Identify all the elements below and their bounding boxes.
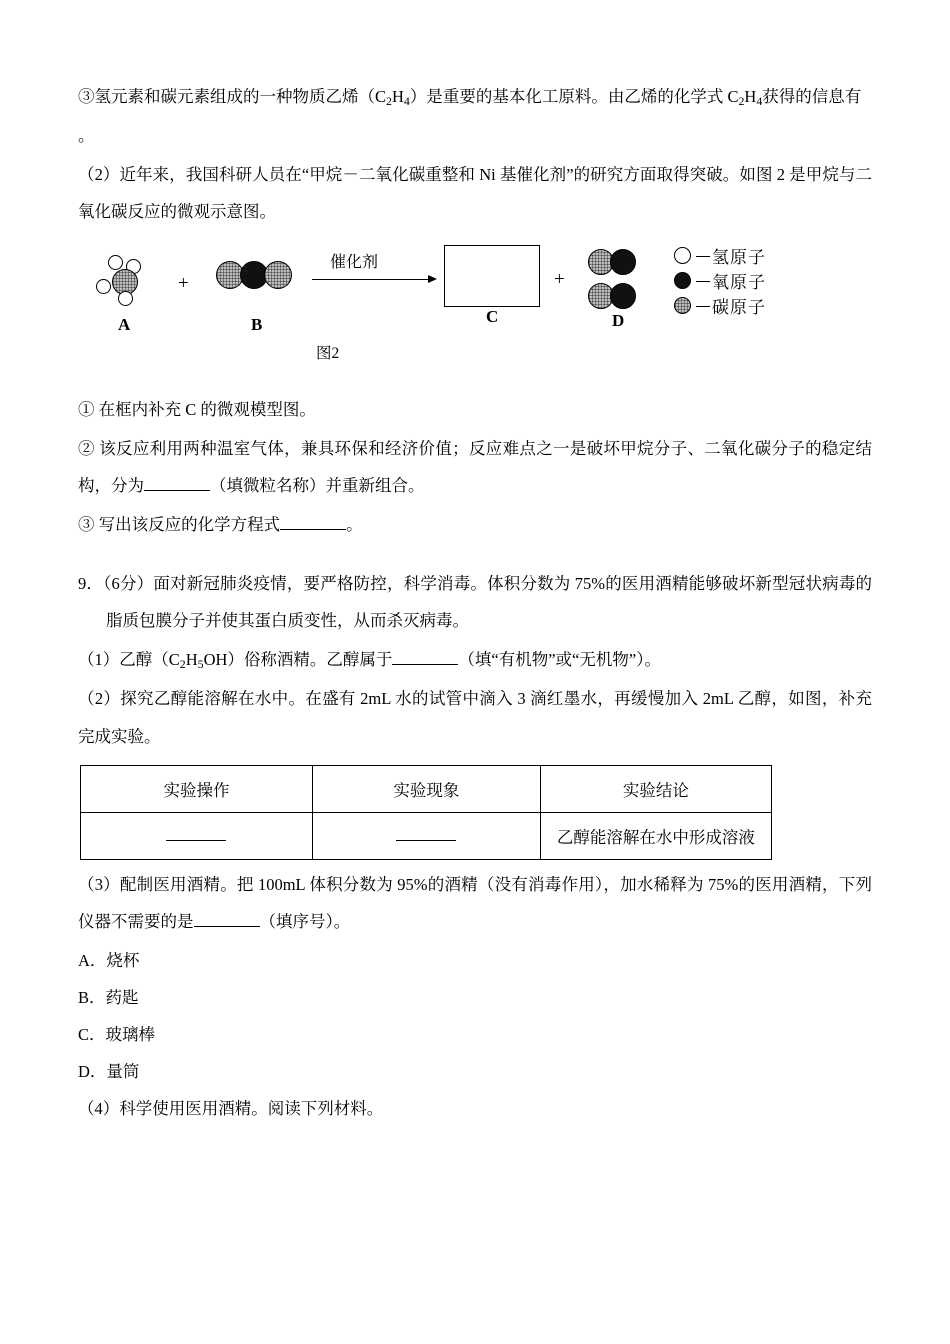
q8-sub1: ① 在框内补充 C 的微观模型图。	[78, 399, 316, 419]
q9-stem: 面对新冠肺炎疫情，要严格防控，科学消毒。体积分数为 75%的医用酒精能够破坏新型冠状病毒的脂质包膜分子并使其蛋白质变性，从而杀灭病毒。	[106, 574, 873, 631]
q8-item3-prefix: ③	[78, 87, 95, 106]
hydrogen-atom	[108, 255, 123, 270]
operation-blank[interactable]	[166, 840, 226, 841]
legend-label: 碳原子	[712, 297, 766, 317]
reaction-arrow	[312, 249, 442, 295]
q9-part1-text-b: H	[185, 650, 198, 670]
q9-part3-text-b: （填序号）。	[259, 911, 351, 931]
legend-dash	[696, 256, 710, 258]
q9-part1-text-d: （填“有机物”或“无机物”）。	[458, 650, 661, 670]
legend-label: 氧原子	[712, 272, 766, 292]
q8-sub3-text-a: ③ 写出该反应的化学方程式	[78, 514, 281, 534]
q8-sub2-text-b: （填微粒名称）并重新组合。	[210, 475, 425, 495]
q9-part3-blank[interactable]	[194, 926, 260, 927]
q9-score: （6分）	[103, 574, 154, 593]
q8-item3-sub-b: 4	[403, 93, 410, 108]
figure-plus-1: +	[178, 272, 189, 294]
table-header-row	[81, 765, 772, 812]
answer-box-c[interactable]	[444, 245, 540, 307]
hydrogen-atom	[96, 279, 111, 294]
q8-item3-sub-a: 2	[386, 93, 392, 108]
choice-a[interactable]: A．烧杯	[78, 950, 140, 970]
choice-c[interactable]: C．玻璃棒	[78, 1025, 156, 1045]
legend-item	[674, 295, 854, 320]
q9-part3	[78, 866, 872, 940]
legend-item	[674, 245, 854, 270]
q9-number: 9．	[78, 574, 104, 593]
q8-item3	[78, 78, 872, 115]
table-cell-operation[interactable]	[81, 812, 313, 859]
q8-item3-tail	[78, 117, 872, 154]
figure-label-d: D	[612, 310, 625, 330]
table-cell-conclusion: 乙醇能溶解在水中形成溶液	[540, 812, 771, 859]
q8-sub2-blank[interactable]	[144, 490, 210, 491]
question-9	[78, 565, 872, 639]
q8-sub3-blank[interactable]	[280, 529, 346, 530]
table-row	[81, 812, 772, 859]
q8-item3-text-b: H	[391, 87, 404, 106]
q8-item3-text-c: ）是重要的基本化工原料。由乙烯的化学式 C	[409, 87, 739, 106]
carbon-atom	[264, 261, 292, 289]
molecule-a-methane	[92, 255, 162, 311]
q9-part1-text-c: OH）俗称酒精。乙醇属于	[203, 650, 393, 670]
table-header-conclusion: 实验结论	[540, 765, 771, 812]
oxygen-atom	[610, 249, 636, 275]
legend-item	[674, 270, 854, 295]
table-header-phenomenon: 实验现象	[312, 765, 540, 812]
table-header-operation: 实验操作	[81, 765, 313, 812]
q9-part1-sub-2: 5	[197, 657, 204, 672]
figure-label-a: A	[118, 314, 131, 334]
q8-item3-text-a: 氢元素和碳元素组成的一种物质乙烯（C	[94, 87, 387, 106]
oxygen-atom	[674, 272, 691, 289]
q8-part2: （2）近年来，我国科研人员在“甲烷－二氧化碳重整和 Ni 基催化剂”的研究方面取得突破。如图 2 是甲烷与二氧化碳反应的微观示意图。	[78, 165, 872, 222]
q8-sub3	[78, 506, 872, 543]
molecule-d-carbon-monoxide	[588, 249, 652, 275]
molecule-b-carbon-dioxide	[216, 259, 302, 291]
q9-part2: （2）探究乙醇能溶解在水中。在盛有 2mL 水的试管中滴入 3 滴红墨水，再缓慢加入 2mL 乙醇，如图，补充完成实验。	[78, 689, 872, 746]
oxygen-atom	[610, 283, 636, 309]
figure-legend	[674, 245, 854, 320]
q9-part1-text-a: （1）乙醇（C	[78, 650, 180, 670]
hydrogen-atom	[118, 291, 133, 306]
figure-label-c: C	[486, 306, 499, 326]
carbon-atom	[674, 297, 691, 314]
q9-part1-sub-1: 2	[179, 657, 186, 672]
q8-item3-text-e: 获得的信息有	[762, 87, 862, 106]
experiment-table	[80, 765, 772, 860]
choice-d[interactable]: D．量筒	[78, 1062, 140, 1082]
figure-plus-2: +	[554, 268, 565, 290]
molecule-d-carbon-monoxide	[588, 283, 652, 309]
q8-item3-sub-d: 4	[756, 93, 763, 108]
hydrogen-atom	[674, 247, 691, 264]
q8-sub2-text-a: ② 该反应利用两种温室气体，兼具环保和经济价值；反应难点之一是破坏甲烷分子、二氧化碳分子的稳定结构，分为	[78, 438, 872, 495]
q8-item3-tail-text: 。	[78, 126, 95, 146]
q9-part1-blank[interactable]	[392, 664, 458, 665]
q8-item3-sub-c: 2	[738, 93, 745, 108]
q8-item3-text-d: H	[744, 87, 757, 106]
phenomenon-blank[interactable]	[396, 840, 456, 841]
legend-label: 氢原子	[712, 247, 766, 267]
q8-sub2	[78, 430, 872, 504]
legend-dash	[696, 306, 710, 308]
q9-part1	[78, 641, 872, 678]
choice-b[interactable]: B．药匙	[78, 988, 139, 1007]
page-content	[78, 0, 872, 1128]
figure-2	[78, 245, 872, 365]
table-cell-phenomenon[interactable]	[312, 812, 540, 859]
figure-label-b: B	[251, 314, 263, 334]
q9-part3-text-a: （3）配制医用酒精。把 100mL 体积分数为 95%的酒精（没有消毒作用），加水稀释为 75%的医用酒精，下列仪器不需要的是	[78, 874, 872, 931]
q8-sub3-text-b: 。	[346, 514, 363, 534]
figure-caption: 图2	[316, 344, 340, 362]
catalyst-label: 催化剂	[330, 253, 379, 271]
legend-dash	[696, 281, 710, 283]
q9-part4: （4）科学使用医用酒精。阅读下列材料。	[78, 1099, 384, 1119]
